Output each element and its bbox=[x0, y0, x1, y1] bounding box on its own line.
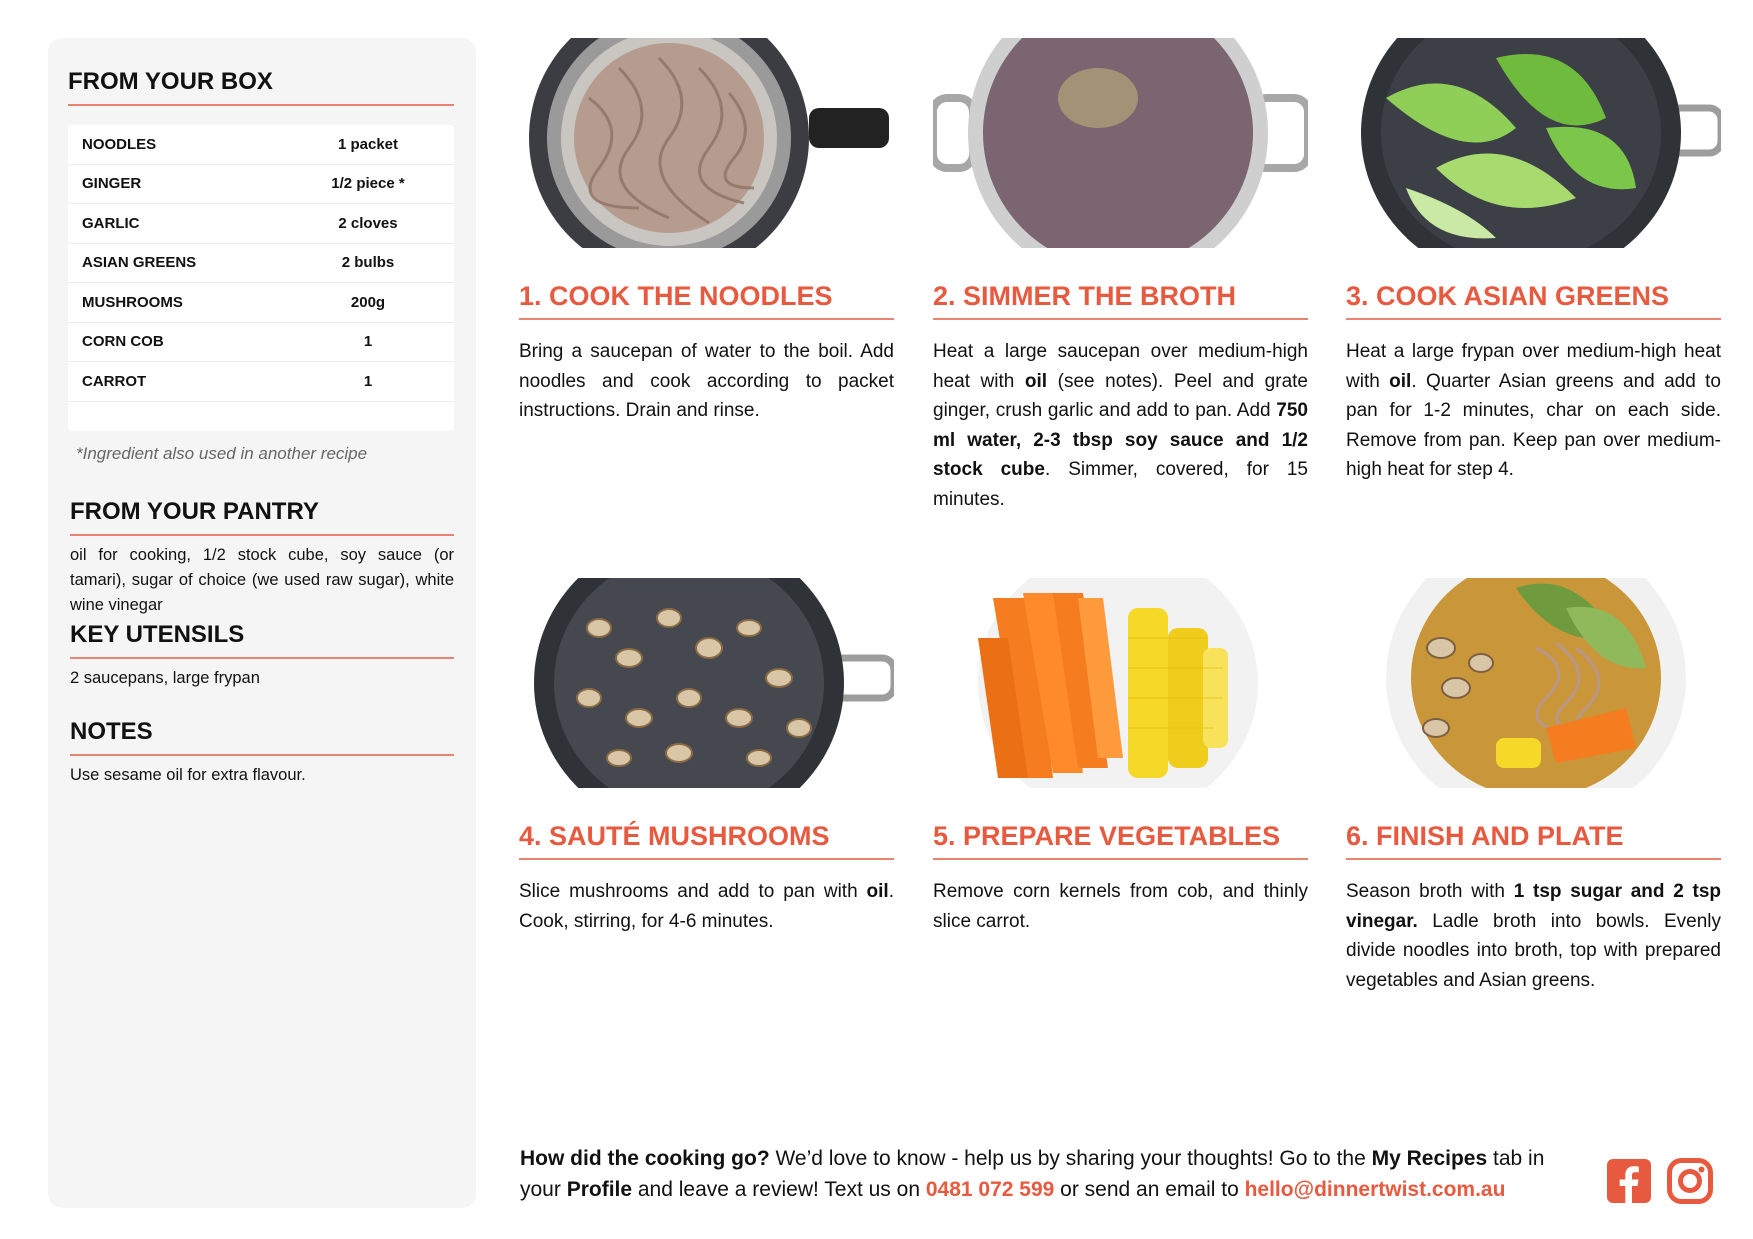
table-row bbox=[68, 125, 454, 165]
step-title: 5. PREPARE VEGETABLES bbox=[933, 821, 1308, 860]
table-row bbox=[68, 165, 454, 205]
text-run: We’d love to know - help us by sharing your thoughts! Go to the bbox=[769, 1147, 1372, 1170]
my-recipes-link[interactable]: My Recipes bbox=[1371, 1147, 1488, 1170]
instagram-icon[interactable] bbox=[1666, 1157, 1714, 1205]
noodles-photo bbox=[519, 38, 894, 248]
ingredient-qty: 1 packet bbox=[337, 135, 399, 153]
step-card-2 bbox=[933, 38, 1309, 510]
step-card-4 bbox=[519, 578, 894, 932]
step-instructions bbox=[933, 337, 1308, 514]
pantry-text: oil for cooking, 1/2 stock cube, soy sauce (or tamari), sugar of choice (we used raw sugar), white wine vinegar bbox=[70, 546, 454, 614]
step-card-3 bbox=[1346, 38, 1721, 480]
utensils-heading: KEY UTENSILS bbox=[70, 621, 454, 659]
step-instructions bbox=[1346, 337, 1721, 485]
ingredients-table bbox=[68, 125, 454, 431]
text-run-bold: oil bbox=[1389, 370, 1412, 392]
text-run: Heat a large frypan over medium-high heat with bbox=[1346, 341, 1721, 392]
text-run-bold: 1 tsp sugar and 2 tsp vinegar. bbox=[1346, 881, 1722, 932]
text-run: . Cook, stirring, for 4-6 minutes. bbox=[519, 881, 894, 932]
ingredient-qty: 2 cloves bbox=[338, 214, 398, 232]
text-run: Remove corn kernels from cob, and thinly slice carrot. bbox=[933, 881, 1308, 932]
asian-greens-photo bbox=[1346, 38, 1721, 248]
table-row bbox=[68, 362, 454, 402]
finished-dish-photo bbox=[1346, 578, 1721, 788]
ingredient-qty: 1 bbox=[363, 372, 373, 390]
step-title: 4. SAUTÉ MUSHROOMS bbox=[519, 821, 894, 860]
text-run: Slice mushrooms and add to pan with bbox=[519, 881, 867, 902]
step-instructions bbox=[933, 877, 1308, 936]
text-run: . Quarter Asian greens and add to pan for 1-2 minutes, char on each side. Remove from pan. Keep pan over medium-high heat for step 4. bbox=[1346, 370, 1721, 480]
step-title: 2. SIMMER THE BROTH bbox=[933, 281, 1308, 320]
phone-link[interactable]: 0481 072 599 bbox=[925, 1178, 1055, 1201]
facebook-icon[interactable] bbox=[1605, 1157, 1653, 1205]
text-run: Heat a large saucepan over medium-high heat with bbox=[933, 341, 1308, 392]
email-link[interactable]: hello@dinnertwist.com.au bbox=[1244, 1178, 1506, 1201]
text-run-bold: oil bbox=[866, 881, 889, 902]
mushrooms-photo bbox=[519, 578, 894, 788]
step-title: 6. FINISH AND PLATE bbox=[1346, 821, 1721, 860]
ingredient-name: GINGER bbox=[82, 175, 142, 193]
ingredient-name: ASIAN GREENS bbox=[82, 254, 197, 272]
table-row bbox=[68, 323, 454, 363]
step-instructions bbox=[519, 337, 894, 426]
table-row bbox=[68, 244, 454, 284]
ingredient-name: MUSHROOMS bbox=[82, 293, 183, 311]
notes-heading: NOTES bbox=[70, 718, 454, 756]
utensils-text: 2 saucepans, large frypan bbox=[70, 669, 260, 687]
step-card-6 bbox=[1346, 578, 1722, 991]
step-title: 1. COOK THE NOODLES bbox=[519, 281, 894, 320]
ingredient-name: NOODLES bbox=[82, 135, 157, 153]
table-row bbox=[68, 204, 454, 244]
ingredient-qty: 1 bbox=[363, 333, 373, 351]
text-run: Bring a saucepan of water to the boil. Add noodles and cook according to packet instructions. Drain and rinse. bbox=[519, 341, 894, 421]
step-card-1 bbox=[519, 38, 894, 421]
text-run: . Simmer, covered, for 15 minutes. bbox=[933, 459, 1309, 510]
text-run: or send an email to bbox=[1054, 1178, 1245, 1201]
step-title: 3. COOK ASIAN GREENS bbox=[1346, 281, 1721, 320]
text-run-bold: oil bbox=[1024, 370, 1048, 392]
box-heading: FROM YOUR BOX bbox=[68, 68, 454, 106]
vegetables-photo bbox=[933, 578, 1308, 788]
profile-link[interactable]: Profile bbox=[566, 1178, 633, 1201]
notes-text: Use sesame oil for extra flavour. bbox=[70, 766, 306, 784]
text-run: tab in your bbox=[520, 1147, 1545, 1201]
ingredient-qty: 1/2 piece * bbox=[331, 175, 405, 193]
ingredient-qty: 200g bbox=[350, 293, 386, 311]
feedback-question: How did the cooking go? bbox=[520, 1147, 770, 1170]
step-card-5 bbox=[933, 578, 1308, 932]
text-run: Ladle broth into bowls. Evenly divide noodles into broth, top with prepared vegetables and Asian greens. bbox=[1346, 910, 1721, 991]
ingredient-footnote: *Ingredient also used in another recipe bbox=[76, 444, 368, 463]
ingredient-qty: 2 bulbs bbox=[341, 254, 395, 272]
text-run-bold: 750 ml water, 2-3 tbsp soy sauce and 1/2 stock cube bbox=[933, 400, 1308, 480]
text-run: (see notes). Peel and grate ginger, crush garlic and add to pan. Add bbox=[933, 370, 1308, 421]
text-run: and leave a review! Text us on bbox=[632, 1178, 926, 1201]
table-row bbox=[68, 283, 454, 323]
step-instructions bbox=[519, 877, 894, 936]
step-instructions bbox=[1346, 877, 1721, 995]
ingredients-panel bbox=[48, 38, 476, 1208]
broth-photo bbox=[933, 38, 1308, 248]
ingredient-name: GARLIC bbox=[82, 214, 140, 232]
pantry-heading: FROM YOUR PANTRY bbox=[70, 498, 454, 536]
ingredient-name: CORN COB bbox=[82, 333, 164, 351]
ingredient-name: CARROT bbox=[82, 372, 147, 390]
feedback-footer bbox=[520, 1143, 1590, 1205]
text-run: Season broth with bbox=[1346, 881, 1514, 902]
